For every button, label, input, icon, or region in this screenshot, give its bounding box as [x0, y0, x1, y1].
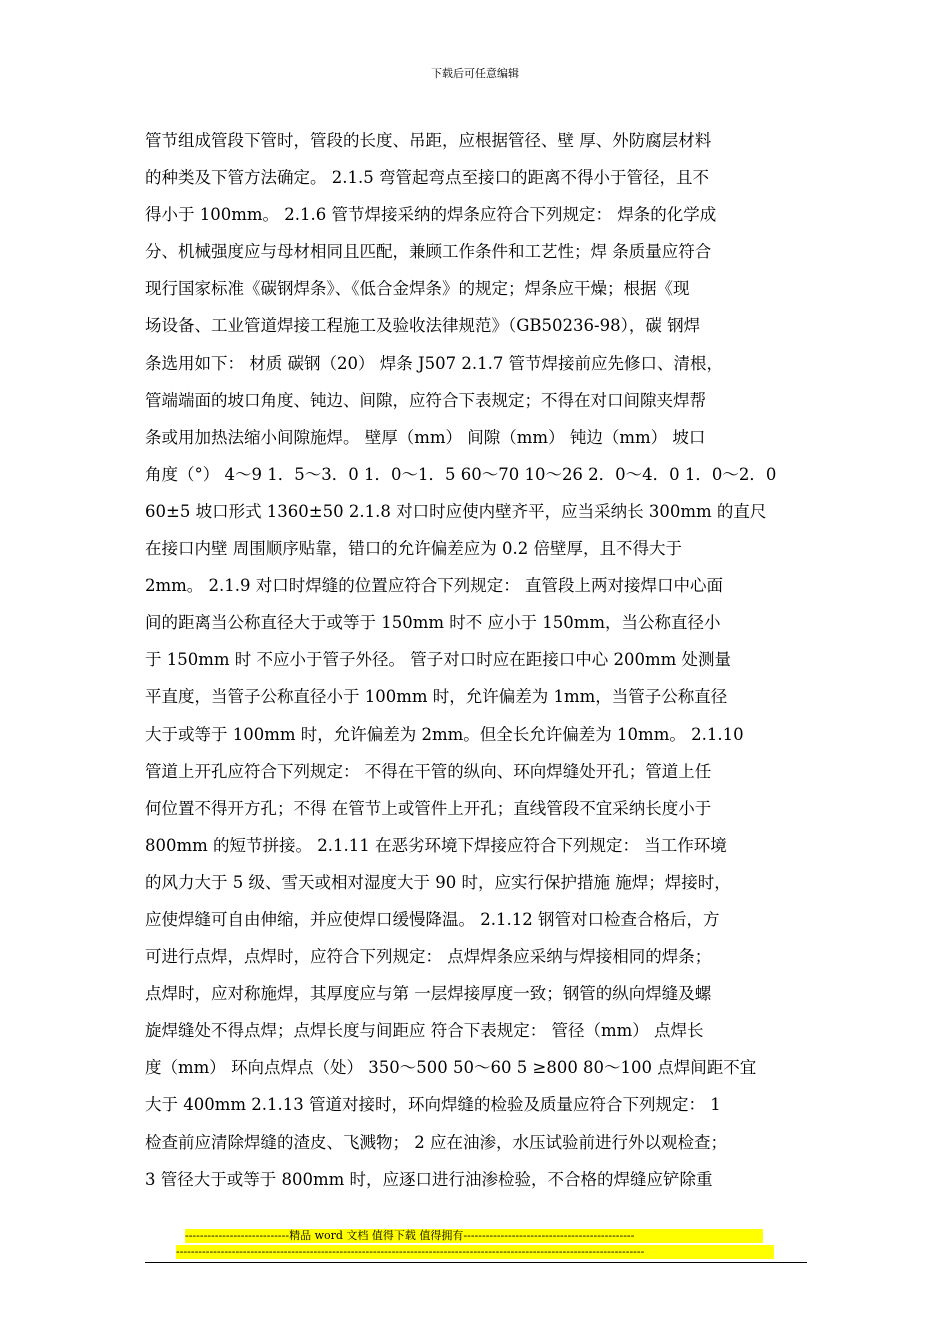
body-line: 管节组成管段下管时，管段的长度、吊距，应根据管径、壁 厚、外防腐层材料 [145, 131, 712, 150]
body-line: 平直度，当管子公称直径小于 100mm 时，允许偏差为 1mm，当管子公称直径 [145, 687, 728, 707]
body-line: 的风力大于 5 级、雪天或相对湿度大于 90 时，应实行保护措施 施焊；焊接时， [145, 872, 731, 892]
body-line: 何位置不得开方孔；不得 在管节上或管件上开孔；直线管段不宜采纳长度小于 [145, 798, 712, 818]
body-line: 条或用加热法缩小间隙施焊。 壁厚（mm） 间隙（mm） 钝边（mm） 坡口 [145, 427, 706, 447]
body-line: 现行国家标准《碳钢焊条》、《低合金焊条》的规定；焊条应干燥；根据《现 [145, 279, 690, 299]
body-line: 管端端面的坡口角度、钝边、间隙，应符合下表规定；不得在对口间隙夹焊帮 [145, 390, 706, 410]
body-line: 管道上开孔应符合下列规定： 不得在干管的纵向、环向焊缝处开孔；管道上任 [145, 761, 712, 781]
body-line: 于 150mm 时 不应小于管子外径。 管子对口时应在距接口中心 200mm 处测量 [145, 650, 732, 670]
footer-divider [145, 1262, 807, 1263]
body-line: 2mm。 2.1.9 对口时焊缝的位置应符合下列规定： 直管段上两对接焊口中心面 [145, 576, 724, 596]
body-line: 条选用如下： 材质 碳钢（20） 焊条 J507 2.1.7 管节焊接前应先修口、清根， [145, 353, 724, 373]
body-line: 旋焊缝处不得点焊；点焊长度与间距应 符合下表规定： 管径（mm） 点焊长 [145, 1021, 704, 1041]
body-line: 得小于 100mm。 2.1.6 管节焊接采纳的焊条应符合下列规定： 焊条的化学成 [145, 205, 717, 225]
body-line: 大于 400mm 2.1.13 管道对接时，环向焊缝的检验及质量应符合下列规定： 1 [145, 1095, 721, 1115]
body-line: 800mm 的短节拼接。 2.1.11 在恶劣环境下焊接应符合下列规定： 当工作环境 [145, 835, 727, 855]
body-line: 度（mm） 环向点焊点（处） 350～500 50～60 5 ≥800 80～100 点焊间距不宜 [145, 1058, 757, 1078]
body-line: 角度（°） 4～9 1．5～3．0 1．0～1．5 60～70 10～26 2．0～4．0 1．0～2．0 [145, 464, 777, 484]
document-body [145, 122, 807, 1198]
body-line: 3 管径大于或等于 800mm 时，应逐口进行油渗检验，不合格的焊缝应铲除重 [145, 1169, 713, 1189]
body-line: 间的距离当公称直径大于或等于 150mm 时不 应小于 150mm，当公称直径小 [145, 613, 721, 633]
body-line: 应使焊缝可自由伸缩，并应使焊口缓慢降温。 2.1.12 钢管对口检查合格后，方 [145, 909, 720, 929]
body-line: 点焊时，应对称施焊，其厚度应与第 一层焊接厚度一致；钢管的纵向焊缝及螺 [145, 984, 712, 1004]
header-note: 下载后可任意编辑 [431, 67, 519, 80]
body-line: 检查前应清除焊缝的渣皮、飞溅物； 2 应在油渗，水压试验前进行外以观检查； [145, 1132, 727, 1152]
body-line: 可进行点焊，点焊时，应符合下列规定： 点焊焊条应采纳与焊接相同的焊条； [145, 947, 712, 967]
body-line: 分、机械强度应与母材相同且匹配，兼顾工作条件和工艺性；焊 条质量应符合 [145, 242, 712, 262]
body-line: 在接口内壁 周围顺序贴靠，错口的允许偏差应为 0.2 倍壁厚，且不得大于 [145, 539, 682, 559]
body-line: 60±5 坡口形式 1360±50 2.1.8 对口时应使内壁齐平，应当采纳长 300mm 的直尺 [145, 501, 767, 521]
body-line: 场设备、工业管道焊接工程施工及验收法律规范》（GB50236-98），碳 钢焊 [145, 316, 701, 336]
footer-highlight-line-2: ------------------------------------------------------------------------------------------------------------------------------ [176, 1245, 774, 1259]
body-line: 大于或等于 100mm 时，允许偏差为 2mm。但全长允许偏差为 10mm。 2.1.10 [145, 724, 744, 744]
footer-highlight-line-1: ----------------------------精品 word 文档 值得下载 值得拥有---------------------------------------------- [185, 1229, 763, 1243]
body-line: 的种类及下管方法确定。 2.1.5 弯管起弯点至接口的距离不得小于管径，且不 [145, 168, 709, 188]
